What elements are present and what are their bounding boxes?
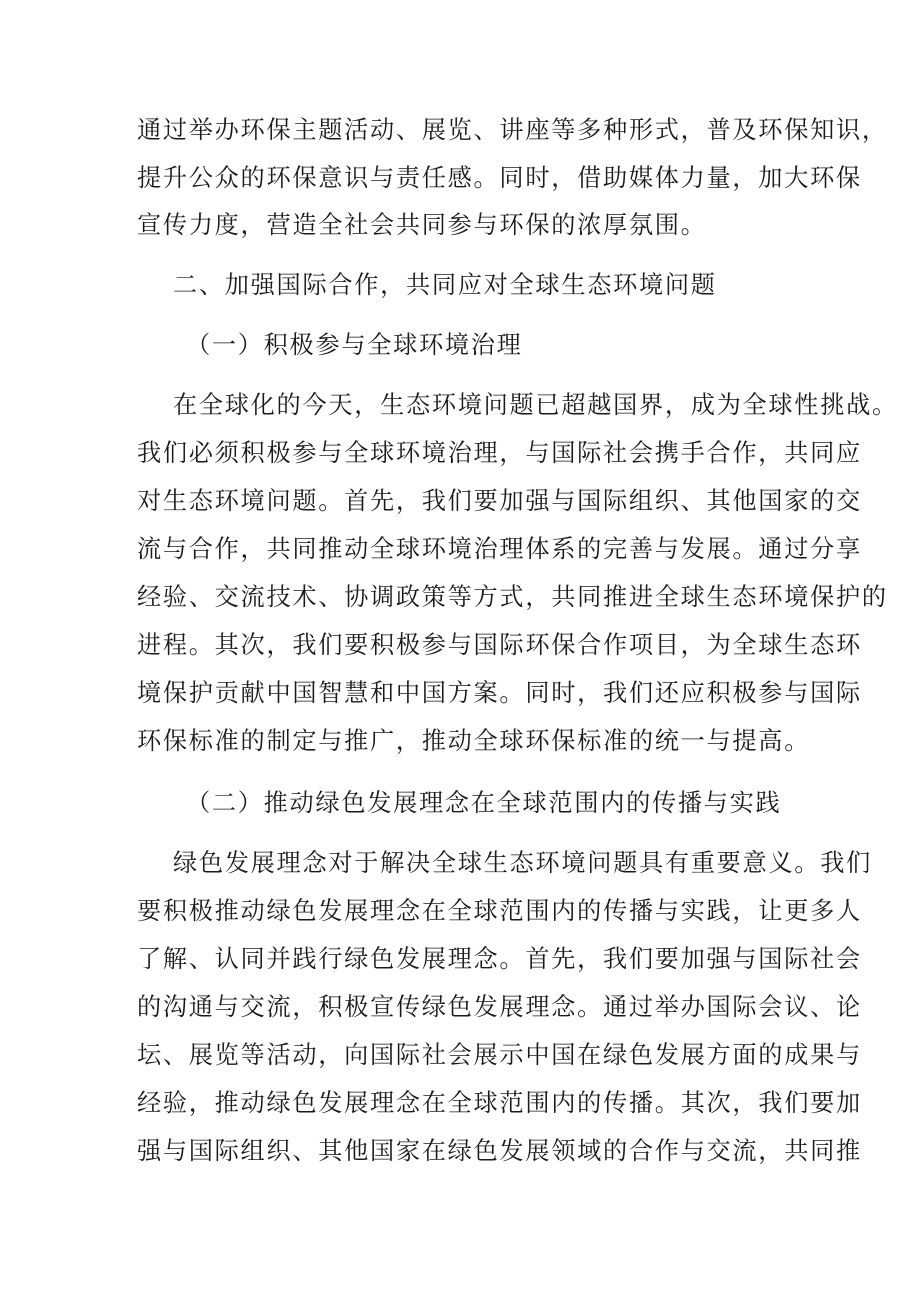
paragraph-2-line-6: 进程。其次，我们要积极参与国际环保合作项目，为全球生态环 [137,631,862,659]
paragraph-3-line-3: 了解、认同并践行绿色发展理念。首先，我们要加强与国际社会 [137,945,862,973]
paragraph-2-line-2: 我们必须积极参与全球环境治理，与国际社会携手合作，共同应 [137,439,862,467]
paragraph-2-line-1: 在全球化的今天，生态环境问题已超越国界，成为全球性挑战。 [173,391,898,419]
paragraph-3-line-6: 经验，推动绿色发展理念在全球范围内的传播。其次，我们要加 [137,1089,862,1117]
subsection-1-heading: （一）积极参与全球环境治理 [186,331,523,359]
paragraph-1-line-3: 宣传力度，营造全社会共同参与环保的浓厚氛围。 [137,211,707,239]
section-2-heading: 二、加强国际合作，共同应对全球生态环境问题 [173,271,717,299]
paragraph-3-line-2: 要积极推动绿色发展理念在全球范围内的传播与实践，让更多人 [137,897,862,925]
paragraph-2-line-4: 流与合作，共同推动全球环境治理体系的完善与发展。通过分享 [137,535,862,563]
subsection-2-heading: （二）推动绿色发展理念在全球范围内的传播与实践 [186,789,782,817]
paragraph-1-line-1: 通过举办环保主题活动、展览、讲座等多种形式，普及环保知识， [137,116,888,144]
paragraph-1-line-2: 提升公众的环保意识与责任感。同时，借助媒体力量，加大环保 [137,164,862,192]
paragraph-3-line-7: 强与国际组织、其他国家在绿色发展领域的合作与交流，共同推 [137,1137,862,1165]
paragraph-2-line-7: 境保护贡献中国智慧和中国方案。同时，我们还应积极参与国际 [137,679,862,707]
paragraph-3-line-5: 坛、展览等活动，向国际社会展示中国在绿色发展方面的成果与 [137,1041,862,1069]
paragraph-2-line-8: 环保标准的制定与推广，推动全球环保标准的统一与提高。 [137,727,811,755]
paragraph-3-line-1: 绿色发展理念对于解决全球生态环境问题具有重要意义。我们 [173,849,872,877]
paragraph-2-line-5: 经验、交流技术、协调政策等方式，共同推进全球生态环境保护的 [137,583,888,611]
paragraph-3-line-4: 的沟通与交流，积极宣传绿色发展理念。通过举办国际会议、论 [137,993,862,1021]
paragraph-2-line-3: 对生态环境问题。首先，我们要加强与国际组织、其他国家的交 [137,487,862,515]
